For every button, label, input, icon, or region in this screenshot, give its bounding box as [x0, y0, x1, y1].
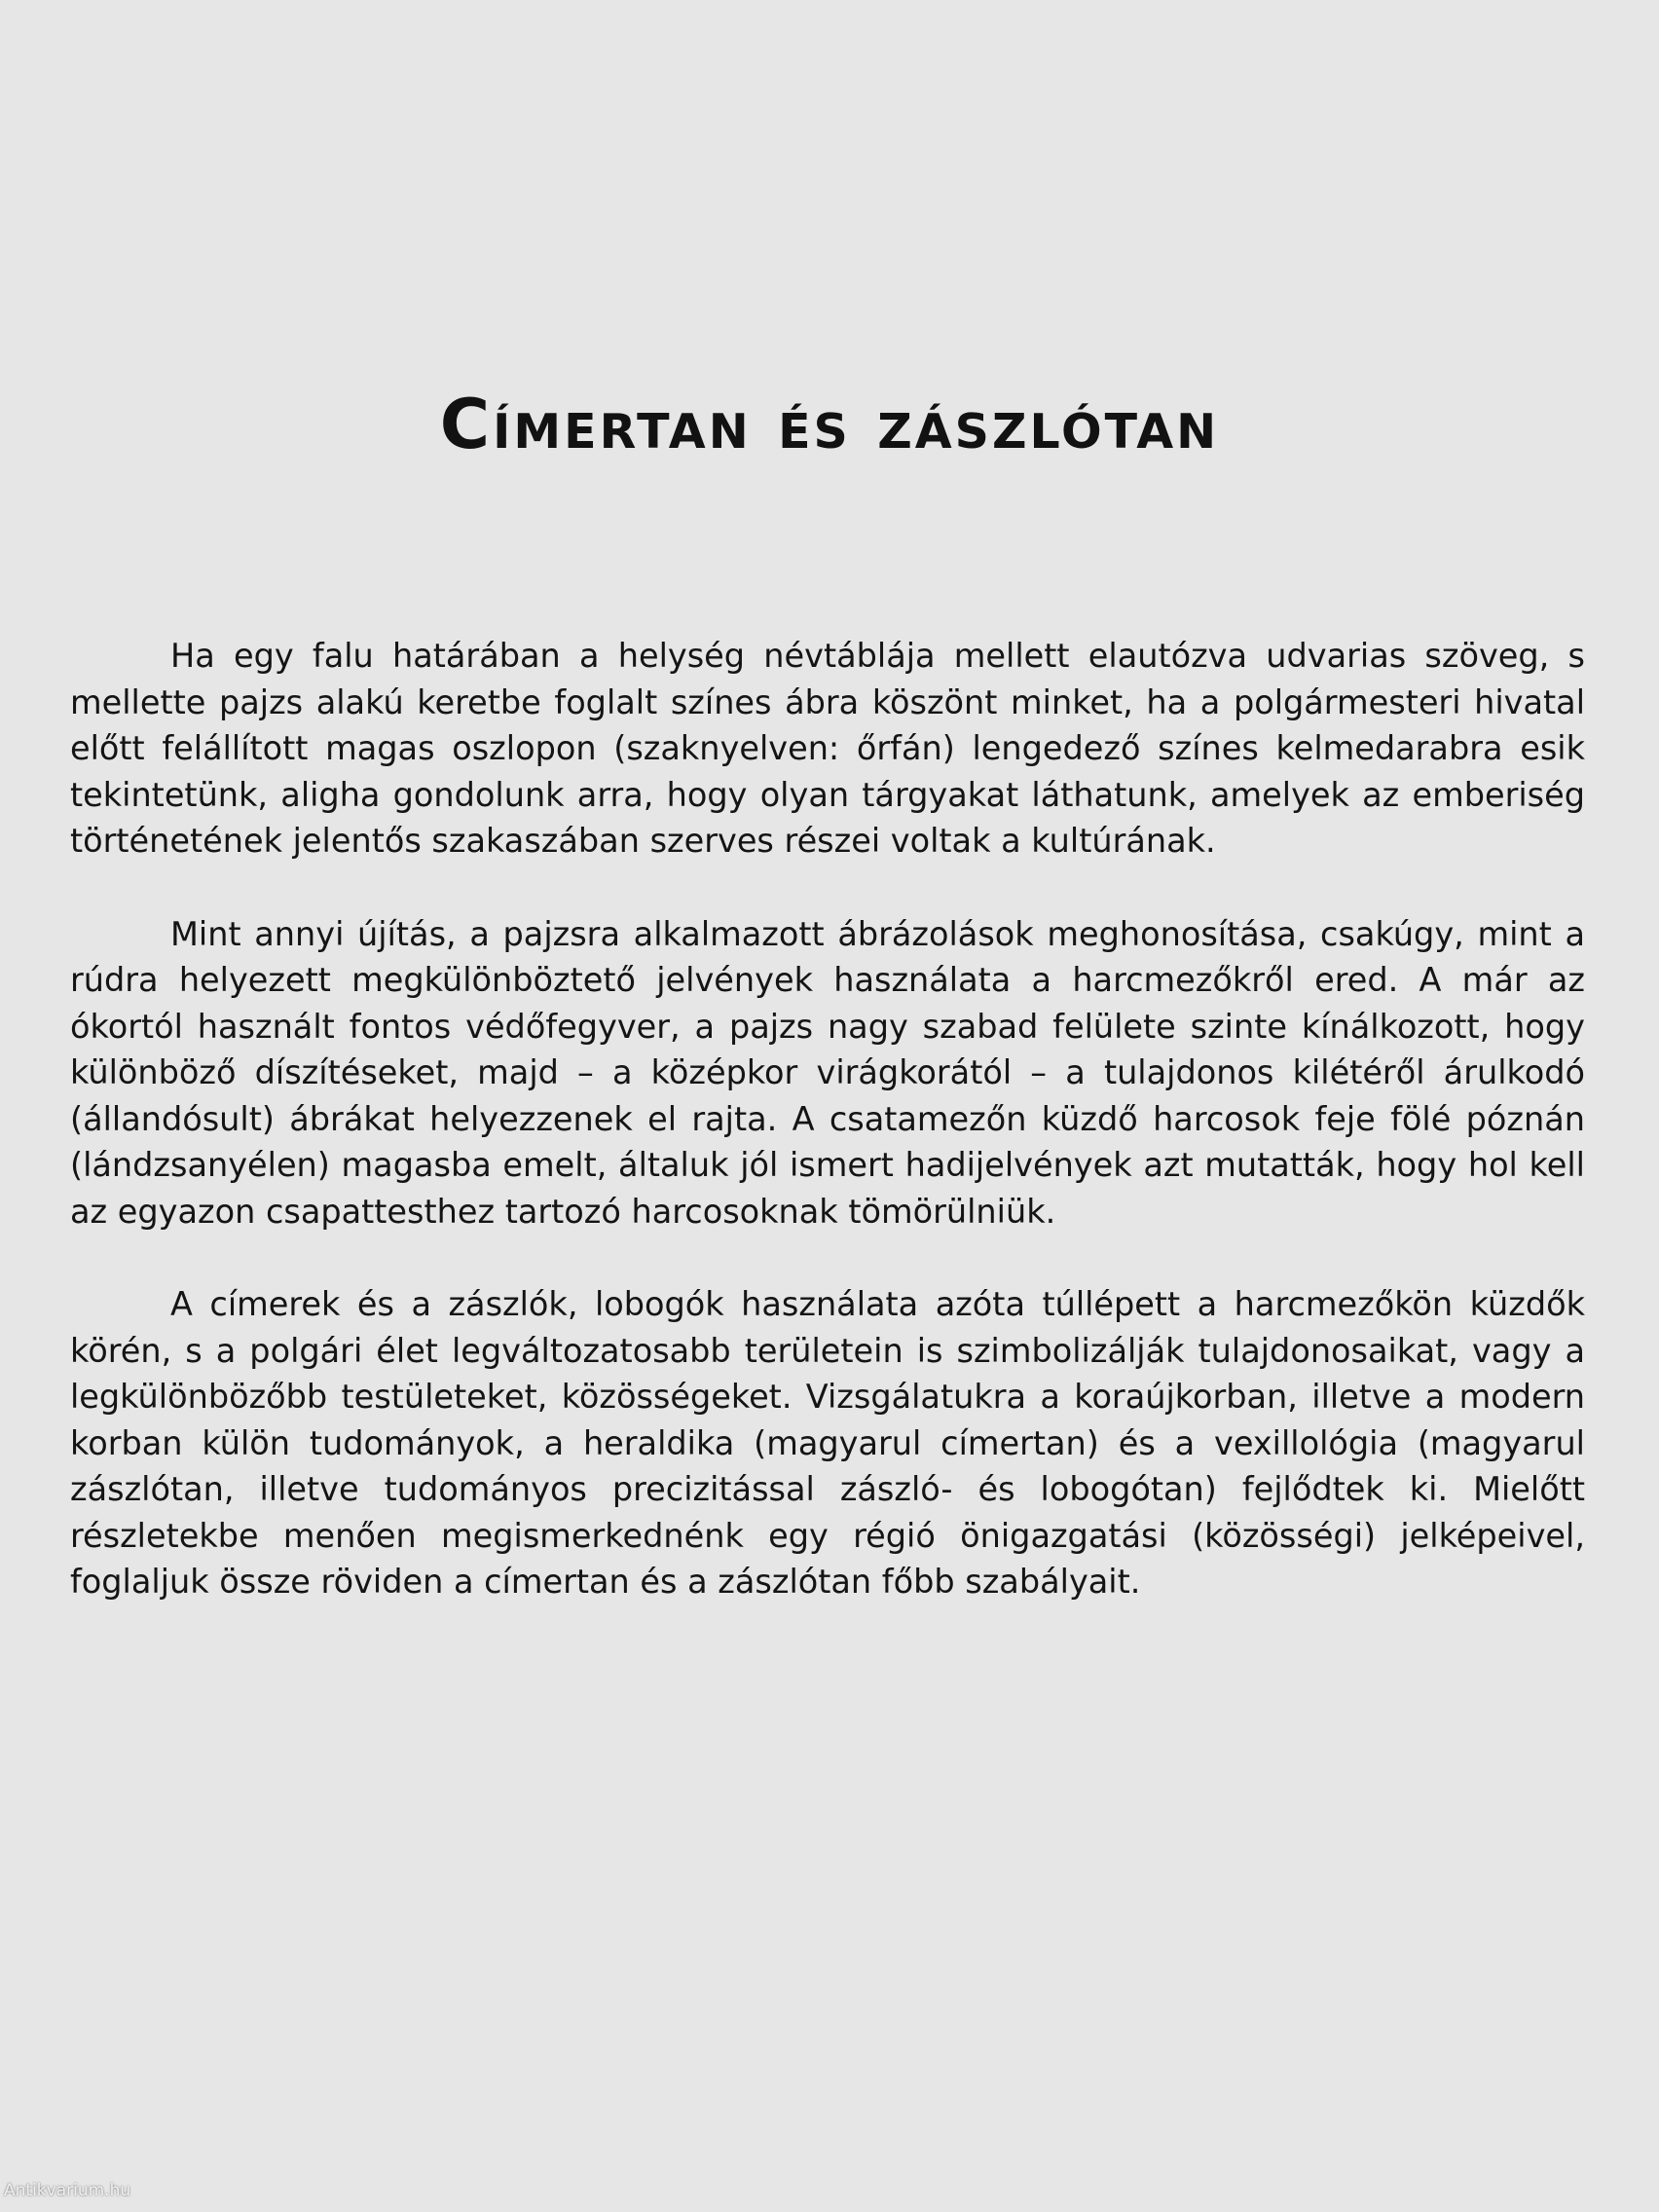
watermark: Antikvarium.hu: [4, 2181, 131, 2200]
paragraph-1: Ha egy falu határában a helység névtáblája mellett elautózva udvarias szöveg, s mellette pajzs alakú keretbe foglalt színes ábra köszönt minket, ha a polgármesteri hivatal előtt felállított magas oszlopon (szaknyelven: őrfán) lengedező színes kelmedarabra esik tekintetünk, aligha gondolunk arra, hogy olyan tárgyakat láthatunk, amelyek az emberiség történetének jelentős szakaszában szerves részei voltak a kultúrának.: [70, 637, 1585, 860]
paragraph-2: Mint annyi újítás, a pajzsra alkalmazott ábrázolások meghonosítása, csakúgy, mint a rúdra helyezett megkülönböztető jelvények használata a harcmezőkről ered. A már az ókortól használt fontos védőfegyver, a pajzs nagy szabad felülete szinte kínálkozott, hogy különböző díszítéseket, majd – a középkor virágkorától – a tulajdonos kilétéről árulkodó (állandósult) ábrákat helyezzenek el rajta. A csatamezőn küzdő harcosok feje fölé póznán (lándzsanyélen) magasba emelt, általuk jól ismert hadijelvények azt mutatták, hogy hol kell az egyazon csapattesthez tartozó harcosoknak tömörülniük.: [70, 914, 1585, 1231]
paragraph-3: A címerek és a zászlók, lobogók használata azóta túllépett a harcmezőkön küzdők körén, s a polgári élet legváltozatosabb területein is szimbolizálják tulajdonosaikat, vagy a legkülönbözőbb testületeket, közösségeket. Vizsgálatukra a koraújkorban, illetve a modern korban külön tudományok, a heraldika (magyarul címertan) és a vexillológia (magyarul zászlótan, illetve tudományos precizitással zászló- és lobogótan) fejlődtek ki. Mielőtt részletekbe menően megismerkednénk egy régió önigazgatási (közösségi) jelképeivel, foglaljuk össze röviden a címertan és a zászlótan főbb szabályait.: [70, 1285, 1585, 1601]
body-text: [70, 633, 1585, 1652]
page-title: Címertan és zászlótan: [439, 385, 1220, 464]
